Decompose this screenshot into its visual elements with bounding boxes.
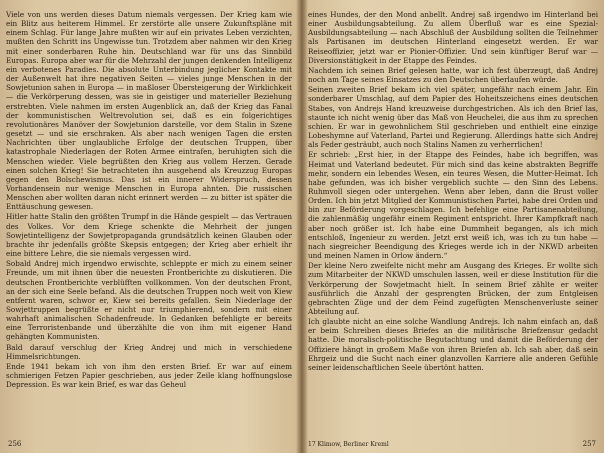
left-page-number: 256 bbox=[8, 440, 22, 448]
left-page-text bbox=[6, 10, 292, 389]
right-paragraph: eines Hundes, der den Mond anbellt. Andrej saß irgendwo im Hinterland bei einer Ausbildungsabteilung. Zu allem Überfluß war es eine Spezial-Ausbildungsabteilung — nach Abschluß der Ausbildung sollten die Teilnehmer als Partisanen im deutschen Hinterland eingesetzt werden. Er war Reiseoffizier, jetzt war er Pionier-Offizier. Und sein künftiger Beruf war — Diversionstätigkeit in der Etappe des Feindes. bbox=[308, 10, 598, 65]
left-paragraph: Ende 1941 bekam ich von ihm den ersten Brief. Er war auf einem schmierigen Fetzen Papier geschrieben, aus jeder Zeile klang hoffnungslose Depression. Es war kein Brief, es war das Geheul bbox=[6, 361, 292, 390]
signature-mark: 17 Klimow, Berliner Kreml bbox=[308, 441, 389, 448]
right-page-text bbox=[308, 10, 598, 372]
right-page-number: 257 bbox=[582, 440, 596, 448]
left-paragraph: Sobald Andrej mich irgendwo erwischte, schleppte er mich zu einem seiner Freunde, um mit ihnen über die neuesten Frontberichte zu diskutieren. Die deutschen Frontberichte verblüfften vollkommen. Von der deutschen Front, an der sich eine Seele befand. Als die deutschen Truppen noch weit von Kiew entfernt waren, schwor er, Kiew sei bereits gefallen. Sein Niederlage der Sowjettruppen begrüßte er nicht nur triumphierend, sondern mit einer wahrhaft animalischen Schadenfreude. In Gedanken befehligte er bereits eine Terroristenbande und überzählte die von ihm mit eigener Hand gehängten Kommunisten. bbox=[6, 259, 292, 342]
right-paragraph: Ich glaubte nicht an eine solche Wandlung Andrejs. Ich nahm einfach an, daß er beim Schreiben dieses Briefes an die militärische Briefzensur gedacht hatte. Die moralisch-politische Begutachtung und damit die Beförderung der Offiziere hängt in großem Maße von ihren Briefen ab. Ich sah aber, daß sein Ehrgeiz und die Sucht nach einer glanzvollen Karriere alle anderen Gefühle seiner leidenschaftlichen Seele übertönt hatten. bbox=[308, 317, 598, 372]
right-paragraph: Nachdem ich seinen Brief gelesen hatte, war ich fest überzeugt, daß Andrej noch am Tage seines Einsatzes zu den Deutschen überlaufen würde. bbox=[308, 65, 598, 85]
right-paragraph: Er schrieb: „Erst hier, in der Etappe des Feindes, habe ich begriffen, was Heimat und Vaterland bedeutet. Für mich sind das keine abstrakten Begriffe mehr, sondern ein lebendes Wesen, ein teures Wesen, die Mutter-Heimat. Ich habe gefunden, was ich bisher vergeblich suchte — den Sinn des Lebens. Ruhmvoll siegen oder untergehen. Wenn aber leben, dann die Brust voller Orden. Ich bin jetzt Mitglied der Kommunistischen Partei, habe drei Orden und bin zur Beförderung vorgeschlagen. Ich befehlige eine Partisanenabteilung, die zahlenmäßig ungefähr einem Regiment entspricht. Ihrer Kampfkraft nach aber noch größer ist. Ich habe eine Dummheit begangen, als ich mich entschloß, Ingenieur zu werden. Jetzt erst weiß ich, was ich zu tun habe — nach siegreicher Beendigung des Krieges werde ich in der NKWD arbeiten und meinen Namen in Orlow ändern.“ bbox=[308, 150, 598, 261]
right-paragraph: Der kleine Nero zweifelte nicht mehr am Ausgang des Krieges. Er wollte sich zum Mitarbeiter der NKWD umschulen lassen, weil er diese Institution für die Verkörperung der Sowjetmacht hielt. In seinem Brief zählte er weiter ausführlich die Anzahl der gesprengten Brücken, der zum Entgleisen gebrachten Züge und der dem Feind zugefügten Menschenverluste seiner Abteilung auf. bbox=[308, 261, 598, 316]
left-paragraph: Viele von uns werden dieses Datum niemals vergessen. Der Krieg kam wie ein Blitz aus heiterem Himmel. Er zerstörte alle unsere Zukunftspläne mit einem Schlag. Für lange Jahre mußten wir auf ein privates Leben verzichten, mußten den Schritt ins Ungewisse tun. Trotzdem aber nahmen wir den Krieg mit einer sonderbaren Ruhe hin. Deutschland war für uns das Sinnbild Europas. Europa aber war für die Mehrzahl der jungen denkenden Intelligenz ein verbotenes Paradies. Die absolute Unterbindung jeglicher Kontakte mit der Außenwelt hat ihre negativen Seiten — vieles junge Menschen in der Sowjetunion sahen in Europa — in maßloser Übersteigerung der Wirklichkeit — die Verkörperung dessen, was sie in geistiger und materieller Beziehung erstrebten. Viele nahmen im ersten Augenblick an, daß der Krieg das Fanal der kommunistischen Weltrevolution sei, daß es ein folgerichtiges revolutionäres Manöver der Sowjetunion darstelle, vor dem Stalin in Szene gesetzt — und sie erschraken. Als aber nach wenigen Tagen die ersten Nachrichten über unglaubliche Erfolge der deutschen Truppen, über katastrophale Niederlagen der Roten Armee eintrafen, beruhigten sich die Menschen wieder. Viele begrüßten den Krieg aus vollem Herzen. Gerade einen solchen Krieg! Sie betrachteten ihn ausgehend als Kreuzzug Europas gegen den Bolschewismus. Das ist ein innerer Widerspruch, dessen Vorhandensein nur wenige Menschen in Europa ahnten. Die russischen Menschen aber wollten daran nicht erinnert werden — zu bitter ist später die Enttäuschung gewesen. bbox=[6, 10, 292, 212]
right-paragraph: Seinen zweiten Brief bekam ich viel später, ungefähr nach einem Jahr. Ein sonderbarer Umschlag, auf dem Papier des Hoheitszeichens eines deutschen Stabes, von Andrejs Hand kreuzweise durchgestrichen. Als ich den Brief las, staunte ich nicht wenig über das Maß von Heuchelei, die aus ihm zu sprechen schien. Er war in gewohnlichem Stil geschrieben und enthielt eine einzige Lobeshymne auf Vaterland, Partei und Regierung. Allerdings hatte sich Andrej als Feder gesträubt, auch noch Stalins Namen zu verherrlichen! bbox=[308, 85, 598, 150]
left-paragraph: Hitler hatte Stalin den größten Trumpf in die Hände gespielt — das Vertrauen des Volkes. Vor dem Kriege schenkte die Mehrheit der jungen Sowjetintelligenz der Sowjetpropaganda grundsätzlich keinen Glauben oder brachte ihr jedenfalls größte Skepsis entgegen; der Krieg aber erhielt ihr eine bittere Lehre, die sie niemals vergessen wird. bbox=[6, 212, 292, 259]
left-page bbox=[6, 10, 292, 448]
book-gutter bbox=[296, 0, 308, 453]
right-page bbox=[308, 10, 598, 448]
left-paragraph: Bald darauf verschlug der Krieg Andrej und mich in verschiedene Himmelsrichtungen. bbox=[6, 342, 292, 361]
